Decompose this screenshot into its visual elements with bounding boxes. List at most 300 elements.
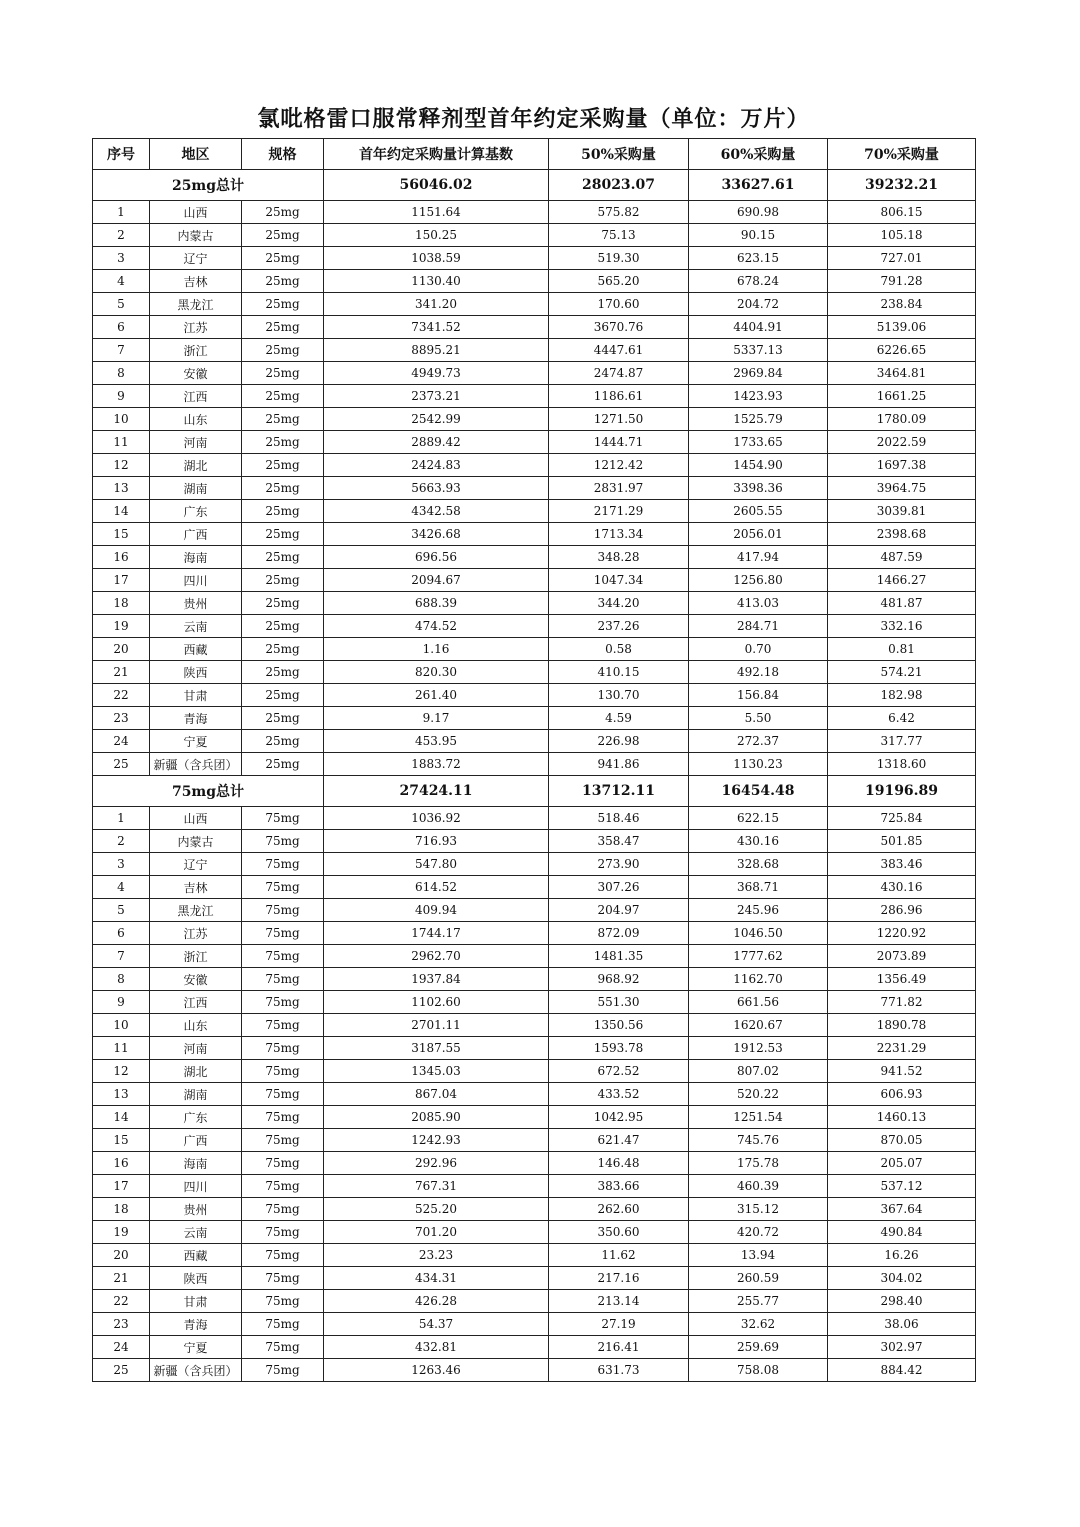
cell-region: 浙江 [150,339,242,362]
cell-region: 湖南 [150,477,242,500]
cell-p50: 0.58 [549,638,689,661]
cell-spec: 75mg [242,1359,324,1382]
cell-spec: 75mg [242,1083,324,1106]
cell-p70: 1890.78 [828,1014,976,1037]
cell-spec: 75mg [242,1313,324,1336]
table-row [93,500,976,523]
cell-p70: 1466.27 [828,569,976,592]
cell-p70: 791.28 [828,270,976,293]
table-row [93,968,976,991]
cell-p70: 884.42 [828,1359,976,1382]
total-p50: 13712.11 [549,776,689,807]
table-row [93,945,976,968]
header-p60: 60%采购量 [689,139,828,170]
cell-p70: 105.18 [828,224,976,247]
cell-p70: 430.16 [828,876,976,899]
table-row [93,1267,976,1290]
cell-region: 广西 [150,523,242,546]
cell-region: 西藏 [150,638,242,661]
cell-spec: 25mg [242,431,324,454]
cell-region: 河南 [150,431,242,454]
cell-p50: 262.60 [549,1198,689,1221]
table-row [93,1152,976,1175]
cell-spec: 25mg [242,523,324,546]
cell-p50: 519.30 [549,247,689,270]
cell-p60: 2056.01 [689,523,828,546]
cell-p60: 758.08 [689,1359,828,1382]
cell-base: 1345.03 [324,1060,549,1083]
table-row [93,1359,976,1382]
cell-region: 新疆（含兵团） [150,1359,242,1382]
cell-p70: 3964.75 [828,477,976,500]
cell-region: 甘肃 [150,684,242,707]
cell-p70: 367.64 [828,1198,976,1221]
cell-no: 2 [93,224,150,247]
cell-region: 陕西 [150,1267,242,1290]
cell-p70: 574.21 [828,661,976,684]
cell-base: 2094.67 [324,569,549,592]
table-row [93,1129,976,1152]
cell-p50: 75.13 [549,224,689,247]
cell-p60: 520.22 [689,1083,828,1106]
cell-region: 安徽 [150,968,242,991]
cell-no: 7 [93,945,150,968]
cell-p50: 1444.71 [549,431,689,454]
cell-base: 688.39 [324,592,549,615]
cell-no: 2 [93,830,150,853]
cell-p50: 3670.76 [549,316,689,339]
cell-region: 江西 [150,991,242,1014]
cell-p60: 413.03 [689,592,828,615]
cell-region: 甘肃 [150,1290,242,1313]
cell-p60: 2969.84 [689,362,828,385]
cell-p50: 968.92 [549,968,689,991]
cell-no: 12 [93,1060,150,1083]
section-total-row [93,776,976,807]
cell-p50: 344.20 [549,592,689,615]
cell-no: 21 [93,1267,150,1290]
cell-spec: 75mg [242,1106,324,1129]
cell-p60: 745.76 [689,1129,828,1152]
cell-base: 4949.73 [324,362,549,385]
cell-no: 8 [93,968,150,991]
cell-no: 12 [93,454,150,477]
cell-no: 13 [93,1083,150,1106]
cell-spec: 75mg [242,1129,324,1152]
cell-p50: 27.19 [549,1313,689,1336]
cell-no: 14 [93,1106,150,1129]
cell-p50: 1593.78 [549,1037,689,1060]
cell-spec: 75mg [242,1152,324,1175]
cell-p60: 3398.36 [689,477,828,500]
table-row [93,1336,976,1359]
cell-base: 1130.40 [324,270,549,293]
cell-p60: 328.68 [689,853,828,876]
cell-p60: 315.12 [689,1198,828,1221]
cell-base: 23.23 [324,1244,549,1267]
cell-spec: 25mg [242,293,324,316]
cell-spec: 75mg [242,899,324,922]
table-row [93,661,976,684]
cell-base: 2889.42 [324,431,549,454]
cell-no: 11 [93,431,150,454]
cell-region: 云南 [150,1221,242,1244]
cell-p70: 501.85 [828,830,976,853]
table-row [93,316,976,339]
cell-p60: 420.72 [689,1221,828,1244]
cell-spec: 25mg [242,730,324,753]
cell-spec: 75mg [242,1175,324,1198]
cell-region: 海南 [150,546,242,569]
cell-p50: 433.52 [549,1083,689,1106]
header-p50: 50%采购量 [549,139,689,170]
cell-no: 20 [93,1244,150,1267]
table-row [93,1198,976,1221]
cell-p70: 383.46 [828,853,976,876]
cell-region: 海南 [150,1152,242,1175]
header-region: 地区 [150,139,242,170]
cell-p60: 460.39 [689,1175,828,1198]
cell-p60: 5.50 [689,707,828,730]
cell-p70: 38.06 [828,1313,976,1336]
cell-p50: 4447.61 [549,339,689,362]
cell-region: 青海 [150,1313,242,1336]
cell-p50: 1186.61 [549,385,689,408]
cell-p70: 5139.06 [828,316,976,339]
cell-p70: 1460.13 [828,1106,976,1129]
header-base: 首年约定采购量计算基数 [324,139,549,170]
cell-p60: 272.37 [689,730,828,753]
cell-p70: 1220.92 [828,922,976,945]
cell-region: 宁夏 [150,1336,242,1359]
cell-no: 3 [93,853,150,876]
cell-p60: 1162.70 [689,968,828,991]
cell-p70: 487.59 [828,546,976,569]
table-row [93,1037,976,1060]
table-row [93,1060,976,1083]
cell-p50: 213.14 [549,1290,689,1313]
cell-p50: 1271.50 [549,408,689,431]
procurement-table [92,138,976,1382]
cell-p50: 130.70 [549,684,689,707]
cell-p50: 217.16 [549,1267,689,1290]
cell-p60: 260.59 [689,1267,828,1290]
header-spec: 规格 [242,139,324,170]
cell-no: 10 [93,408,150,431]
table-row [93,853,976,876]
table-row [93,730,976,753]
table-row [93,922,976,945]
cell-p70: 806.15 [828,201,976,224]
cell-spec: 25mg [242,362,324,385]
cell-p50: 2831.97 [549,477,689,500]
table-row [93,707,976,730]
cell-spec: 75mg [242,1244,324,1267]
cell-region: 新疆（含兵团） [150,753,242,776]
cell-p60: 2605.55 [689,500,828,523]
cell-p70: 1697.38 [828,454,976,477]
cell-base: 1883.72 [324,753,549,776]
table-row [93,224,976,247]
cell-no: 24 [93,1336,150,1359]
cell-p50: 11.62 [549,1244,689,1267]
cell-no: 21 [93,661,150,684]
cell-no: 5 [93,293,150,316]
cell-p70: 490.84 [828,1221,976,1244]
cell-p50: 237.26 [549,615,689,638]
cell-base: 2962.70 [324,945,549,968]
cell-spec: 25mg [242,477,324,500]
cell-p50: 672.52 [549,1060,689,1083]
cell-base: 3426.68 [324,523,549,546]
cell-no: 20 [93,638,150,661]
cell-base: 1.16 [324,638,549,661]
header-p70: 70%采购量 [828,139,976,170]
cell-region: 江西 [150,385,242,408]
cell-p70: 16.26 [828,1244,976,1267]
cell-p70: 3464.81 [828,362,976,385]
cell-p70: 2231.29 [828,1037,976,1060]
cell-p60: 1251.54 [689,1106,828,1129]
cell-p50: 941.86 [549,753,689,776]
cell-no: 13 [93,477,150,500]
table-row [93,991,976,1014]
cell-spec: 75mg [242,991,324,1014]
cell-spec: 75mg [242,1037,324,1060]
cell-base: 2424.83 [324,454,549,477]
cell-spec: 75mg [242,1198,324,1221]
cell-base: 1038.59 [324,247,549,270]
cell-region: 内蒙古 [150,224,242,247]
cell-spec: 75mg [242,945,324,968]
cell-p60: 1777.62 [689,945,828,968]
total-p60: 33627.61 [689,170,828,201]
cell-spec: 25mg [242,408,324,431]
cell-region: 宁夏 [150,730,242,753]
cell-p60: 5337.13 [689,339,828,362]
cell-p50: 1713.34 [549,523,689,546]
cell-no: 22 [93,684,150,707]
cell-base: 1036.92 [324,807,549,830]
cell-region: 湖南 [150,1083,242,1106]
table-row [93,546,976,569]
cell-p60: 4404.91 [689,316,828,339]
cell-p60: 807.02 [689,1060,828,1083]
cell-p50: 226.98 [549,730,689,753]
cell-p60: 623.15 [689,247,828,270]
cell-p50: 216.41 [549,1336,689,1359]
cell-base: 2373.21 [324,385,549,408]
cell-no: 25 [93,753,150,776]
table-row [93,876,976,899]
cell-p70: 1661.25 [828,385,976,408]
cell-region: 吉林 [150,876,242,899]
cell-spec: 75mg [242,922,324,945]
cell-region: 陕西 [150,661,242,684]
cell-no: 22 [93,1290,150,1313]
cell-p60: 622.15 [689,807,828,830]
cell-spec: 75mg [242,853,324,876]
total-p50: 28023.07 [549,170,689,201]
cell-p60: 284.71 [689,615,828,638]
cell-no: 18 [93,592,150,615]
cell-p70: 238.84 [828,293,976,316]
table-row [93,201,976,224]
cell-no: 17 [93,1175,150,1198]
cell-spec: 25mg [242,339,324,362]
cell-base: 614.52 [324,876,549,899]
cell-base: 5663.93 [324,477,549,500]
cell-p60: 1733.65 [689,431,828,454]
cell-p50: 348.28 [549,546,689,569]
cell-no: 18 [93,1198,150,1221]
cell-p70: 481.87 [828,592,976,615]
cell-spec: 25mg [242,546,324,569]
table-row [93,1014,976,1037]
cell-no: 11 [93,1037,150,1060]
cell-no: 4 [93,270,150,293]
cell-p60: 417.94 [689,546,828,569]
cell-p50: 631.73 [549,1359,689,1382]
cell-region: 青海 [150,707,242,730]
cell-region: 江苏 [150,316,242,339]
cell-region: 四川 [150,569,242,592]
cell-p60: 1423.93 [689,385,828,408]
cell-base: 453.95 [324,730,549,753]
cell-region: 贵州 [150,1198,242,1221]
cell-p50: 1350.56 [549,1014,689,1037]
cell-p50: 565.20 [549,270,689,293]
cell-base: 1263.46 [324,1359,549,1382]
cell-p70: 771.82 [828,991,976,1014]
cell-region: 江苏 [150,922,242,945]
cell-p50: 1212.42 [549,454,689,477]
cell-region: 广东 [150,500,242,523]
cell-p70: 0.81 [828,638,976,661]
cell-region: 山东 [150,408,242,431]
cell-p60: 259.69 [689,1336,828,1359]
table-row [93,1221,976,1244]
cell-base: 474.52 [324,615,549,638]
cell-p70: 870.05 [828,1129,976,1152]
cell-base: 547.80 [324,853,549,876]
cell-p60: 690.98 [689,201,828,224]
cell-no: 16 [93,546,150,569]
table-row [93,362,976,385]
cell-region: 吉林 [150,270,242,293]
cell-p60: 1454.90 [689,454,828,477]
cell-region: 黑龙江 [150,899,242,922]
cell-base: 525.20 [324,1198,549,1221]
cell-p50: 410.15 [549,661,689,684]
table-row [93,408,976,431]
cell-p60: 492.18 [689,661,828,684]
cell-spec: 25mg [242,385,324,408]
cell-p70: 727.01 [828,247,976,270]
table-row [93,569,976,592]
table-row [93,523,976,546]
cell-p70: 6.42 [828,707,976,730]
cell-spec: 75mg [242,830,324,853]
cell-p70: 2022.59 [828,431,976,454]
cell-base: 426.28 [324,1290,549,1313]
cell-p70: 304.02 [828,1267,976,1290]
section-total-label: 75mg总计 [93,776,324,807]
cell-no: 10 [93,1014,150,1037]
cell-p60: 175.78 [689,1152,828,1175]
cell-no: 19 [93,615,150,638]
cell-spec: 75mg [242,1060,324,1083]
table-row [93,899,976,922]
cell-p60: 156.84 [689,684,828,707]
cell-p50: 2474.87 [549,362,689,385]
cell-p70: 537.12 [828,1175,976,1198]
cell-no: 17 [93,569,150,592]
cell-spec: 25mg [242,500,324,523]
cell-no: 23 [93,707,150,730]
cell-p60: 430.16 [689,830,828,853]
cell-spec: 75mg [242,876,324,899]
cell-no: 6 [93,316,150,339]
table-row [93,807,976,830]
cell-region: 贵州 [150,592,242,615]
cell-p70: 298.40 [828,1290,976,1313]
table-row [93,1313,976,1336]
cell-spec: 25mg [242,201,324,224]
cell-region: 黑龙江 [150,293,242,316]
table-row [93,454,976,477]
cell-p60: 1256.80 [689,569,828,592]
cell-base: 292.96 [324,1152,549,1175]
cell-spec: 25mg [242,684,324,707]
table-row [93,684,976,707]
cell-region: 湖北 [150,1060,242,1083]
cell-no: 15 [93,1129,150,1152]
table-row [93,270,976,293]
cell-p50: 2171.29 [549,500,689,523]
table-row [93,1175,976,1198]
total-p70: 39232.21 [828,170,976,201]
cell-base: 341.20 [324,293,549,316]
table-body [93,170,976,1382]
cell-no: 24 [93,730,150,753]
cell-region: 四川 [150,1175,242,1198]
table-row [93,477,976,500]
cell-spec: 25mg [242,638,324,661]
cell-p70: 941.52 [828,1060,976,1083]
cell-no: 6 [93,922,150,945]
table-row [93,247,976,270]
cell-spec: 25mg [242,247,324,270]
cell-spec: 25mg [242,661,324,684]
table-row [93,1083,976,1106]
table-row [93,592,976,615]
cell-base: 54.37 [324,1313,549,1336]
cell-p50: 4.59 [549,707,689,730]
cell-p60: 1130.23 [689,753,828,776]
cell-base: 867.04 [324,1083,549,1106]
table-row [93,293,976,316]
cell-p70: 1356.49 [828,968,976,991]
header-no: 序号 [93,139,150,170]
cell-p60: 1046.50 [689,922,828,945]
cell-no: 9 [93,385,150,408]
table-row [93,1244,976,1267]
cell-p70: 6226.65 [828,339,976,362]
cell-p50: 1047.34 [549,569,689,592]
cell-p70: 3039.81 [828,500,976,523]
cell-region: 西藏 [150,1244,242,1267]
